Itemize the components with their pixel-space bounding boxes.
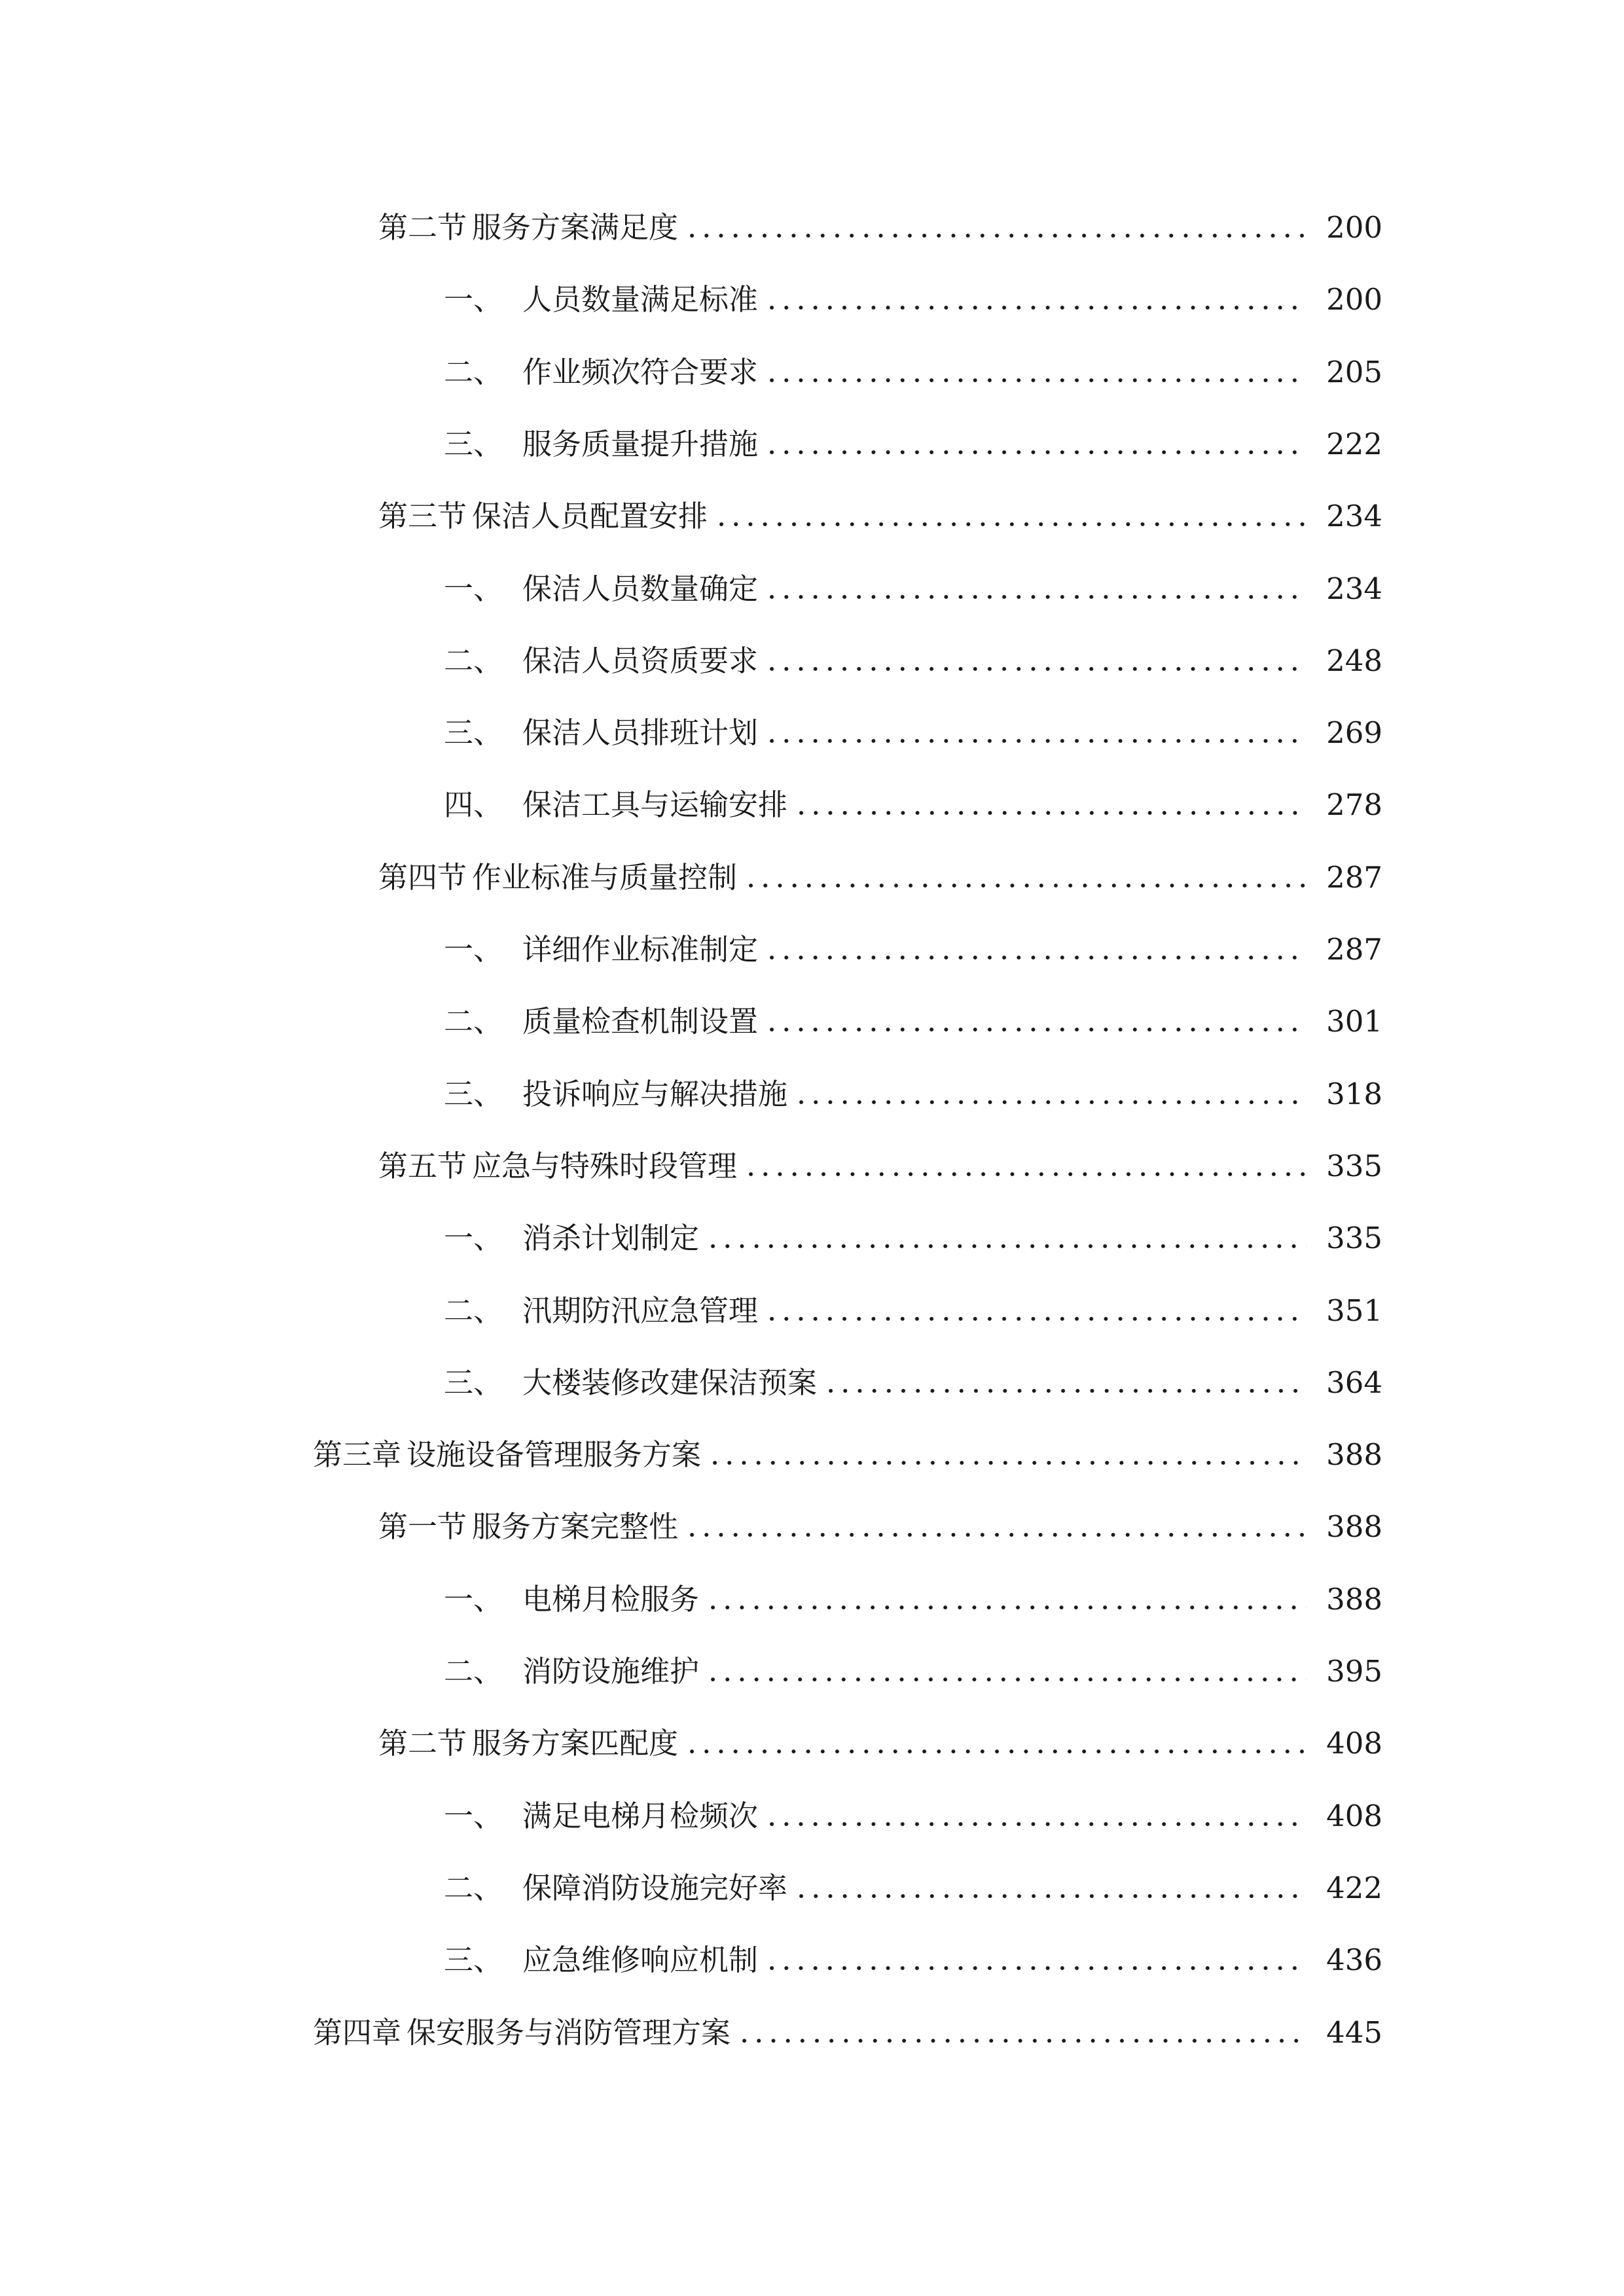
toc-entry[interactable] [444, 1934, 1624, 1986]
toc-entry-title: 应急维修响应机制 [522, 1943, 759, 1978]
toc-entry[interactable] [444, 1645, 1624, 1698]
toc-entry-title: 服务方案满足度 [472, 210, 679, 245]
dot-leader [685, 202, 1307, 254]
toc-entry[interactable] [444, 924, 1624, 976]
toc-entry-title: 投诉响应与解决措施 [522, 1076, 788, 1111]
toc-entry-label: 一、 [444, 1221, 503, 1256]
toc-entry-title: 设施设备管理服务方案 [406, 1437, 702, 1473]
toc-entry[interactable] [378, 202, 1624, 254]
toc-entry-label: 一、 [444, 571, 503, 606]
toc-entry[interactable] [378, 1140, 1624, 1193]
toc-entry[interactable] [444, 346, 1624, 399]
toc-entry-title: 保洁人员资质要求 [522, 643, 759, 678]
dot-leader [708, 1429, 1307, 1481]
toc-entry-title: 应急与特殊时段管理 [472, 1148, 738, 1183]
toc-entry-label: 二、 [444, 1654, 503, 1689]
toc-entry-title: 作业标准与质量控制 [472, 859, 738, 895]
toc-entry-title: 消防设施维护 [522, 1654, 700, 1689]
toc-entry-page: 351 [1326, 1293, 1382, 1328]
toc-entry[interactable] [444, 779, 1624, 831]
dot-leader [765, 1934, 1307, 1986]
toc-entry-page: 364 [1326, 1365, 1382, 1400]
dot-leader [765, 563, 1307, 615]
toc-entry-title: 人员数量满足标准 [522, 282, 759, 317]
toc-entry[interactable] [444, 996, 1624, 1048]
toc-entry[interactable] [313, 2007, 1624, 2059]
toc-entry[interactable] [378, 1717, 1624, 1770]
toc-entry-title: 服务方案完整性 [472, 1509, 679, 1545]
toc-entry-page: 234 [1326, 571, 1382, 606]
dot-leader [737, 2007, 1307, 2059]
dot-leader [706, 1212, 1307, 1265]
toc-entry-page: 388 [1326, 1581, 1382, 1617]
toc-entry-label: 三、 [444, 1365, 503, 1400]
toc-entry-page: 200 [1326, 282, 1382, 317]
toc-entry-label: 第五节 [378, 1148, 467, 1183]
toc-entry-page: 422 [1326, 1870, 1382, 1905]
toc-entry-title: 满足电梯月检频次 [522, 1798, 759, 1833]
toc-entry-title: 大楼装修改建保洁预案 [522, 1365, 818, 1400]
toc-entry-label: 一、 [444, 1581, 503, 1617]
toc-entry-page: 234 [1326, 499, 1382, 534]
dot-leader [706, 1645, 1307, 1698]
toc-entry[interactable] [444, 1573, 1624, 1626]
toc-entry[interactable] [444, 1790, 1624, 1842]
dot-leader [744, 1140, 1307, 1193]
toc-entry-title: 保障消防设施完好率 [522, 1870, 788, 1905]
toc-entry-label: 第三节 [378, 499, 467, 534]
toc-entry-label: 四、 [444, 787, 503, 823]
toc-entry-title: 电梯月检服务 [522, 1581, 700, 1617]
toc-entry-page: 335 [1326, 1148, 1382, 1183]
toc-entry-page: 388 [1326, 1509, 1382, 1545]
toc-entry-title: 服务质量提升措施 [522, 426, 759, 461]
toc-entry[interactable] [444, 274, 1624, 326]
dot-leader [765, 1285, 1307, 1337]
toc-entry[interactable] [444, 563, 1624, 615]
toc-entry-page: 205 [1326, 354, 1382, 389]
toc-entry-label: 三、 [444, 1076, 503, 1111]
dot-leader [765, 1790, 1307, 1842]
toc-entry[interactable] [444, 418, 1624, 471]
toc-entry-title: 质量检查机制设置 [522, 1004, 759, 1039]
dot-leader [765, 274, 1307, 326]
toc-entry-label: 三、 [444, 715, 503, 751]
dot-leader [794, 1862, 1307, 1914]
toc-entry[interactable] [444, 1862, 1624, 1914]
toc-entry-label: 一、 [444, 932, 503, 967]
toc-entry-page: 388 [1326, 1437, 1382, 1473]
toc-entry-label: 第一节 [378, 1509, 467, 1545]
toc-entry-page: 248 [1326, 643, 1382, 678]
toc-entry-title: 保洁人员数量确定 [522, 571, 759, 606]
dot-leader [685, 1717, 1307, 1770]
toc-entry[interactable] [378, 490, 1624, 543]
toc-entry-page: 408 [1326, 1798, 1382, 1833]
toc-entry-title: 保洁人员排班计划 [522, 715, 759, 751]
dot-leader [794, 1068, 1307, 1121]
toc-entry-label: 二、 [444, 1870, 503, 1905]
toc-entry-label: 二、 [444, 1293, 503, 1328]
toc-entry-title: 保洁人员配置安排 [472, 499, 708, 534]
toc-entry[interactable] [444, 707, 1624, 759]
toc-entry-label: 三、 [444, 1943, 503, 1978]
toc-entry-label: 第三章 [313, 1437, 402, 1473]
toc-entry-title: 消杀计划制定 [522, 1221, 700, 1256]
toc-entry-page: 436 [1326, 1943, 1382, 1978]
toc-entry-page: 287 [1326, 859, 1382, 895]
dot-leader [765, 635, 1307, 687]
toc-entry-page: 287 [1326, 932, 1382, 967]
toc-entry-title: 详细作业标准制定 [522, 932, 759, 967]
toc-entry-page: 445 [1326, 2015, 1382, 2050]
toc-entry-title: 汛期防汛应急管理 [522, 1293, 759, 1328]
toc-entry-label: 二、 [444, 354, 503, 389]
toc-entry-label: 二、 [444, 1004, 503, 1039]
toc-entry-label: 三、 [444, 426, 503, 461]
dot-leader [765, 924, 1307, 976]
dot-leader [765, 346, 1307, 399]
dot-leader [714, 490, 1307, 543]
toc-entry-title: 保洁工具与运输安排 [522, 787, 788, 823]
toc-entry-page: 269 [1326, 715, 1382, 751]
dot-leader [706, 1573, 1307, 1626]
toc-entry-label: 第四章 [313, 2015, 402, 2050]
toc-entry-page: 222 [1326, 426, 1382, 461]
toc-entry-title: 保安服务与消防管理方案 [406, 2015, 731, 2050]
toc-entry-label: 一、 [444, 1798, 503, 1833]
dot-leader [794, 779, 1307, 831]
toc-entry-title: 作业频次符合要求 [522, 354, 759, 389]
dot-leader [765, 996, 1307, 1048]
toc-entry-label: 第四节 [378, 859, 467, 895]
toc-entry[interactable] [378, 1501, 1624, 1553]
dot-leader [744, 852, 1307, 904]
dot-leader [765, 418, 1307, 471]
dot-leader [823, 1357, 1307, 1409]
dot-leader [685, 1501, 1307, 1553]
toc-entry-page: 200 [1326, 210, 1382, 245]
toc-entry-page: 278 [1326, 787, 1382, 823]
toc-entry-page: 408 [1326, 1726, 1382, 1761]
toc-entry-page: 301 [1326, 1004, 1382, 1039]
toc-entry-title: 服务方案匹配度 [472, 1726, 679, 1761]
toc-entry[interactable] [313, 1429, 1624, 1481]
dot-leader [765, 707, 1307, 759]
toc-entry-label: 二、 [444, 643, 503, 678]
toc-entry[interactable] [444, 1285, 1624, 1337]
toc-entry-label: 第二节 [378, 210, 467, 245]
toc-entry-page: 395 [1326, 1654, 1382, 1689]
toc-entry[interactable] [444, 635, 1624, 687]
toc-entry[interactable] [378, 852, 1624, 904]
toc-entry-page: 335 [1326, 1221, 1382, 1256]
toc-entry[interactable] [444, 1212, 1624, 1265]
toc-entry-label: 一、 [444, 282, 503, 317]
toc-entry-label: 第二节 [378, 1726, 467, 1761]
toc-entry[interactable] [444, 1068, 1624, 1121]
toc-entry-page: 318 [1326, 1076, 1382, 1111]
toc-entry[interactable] [444, 1357, 1624, 1409]
